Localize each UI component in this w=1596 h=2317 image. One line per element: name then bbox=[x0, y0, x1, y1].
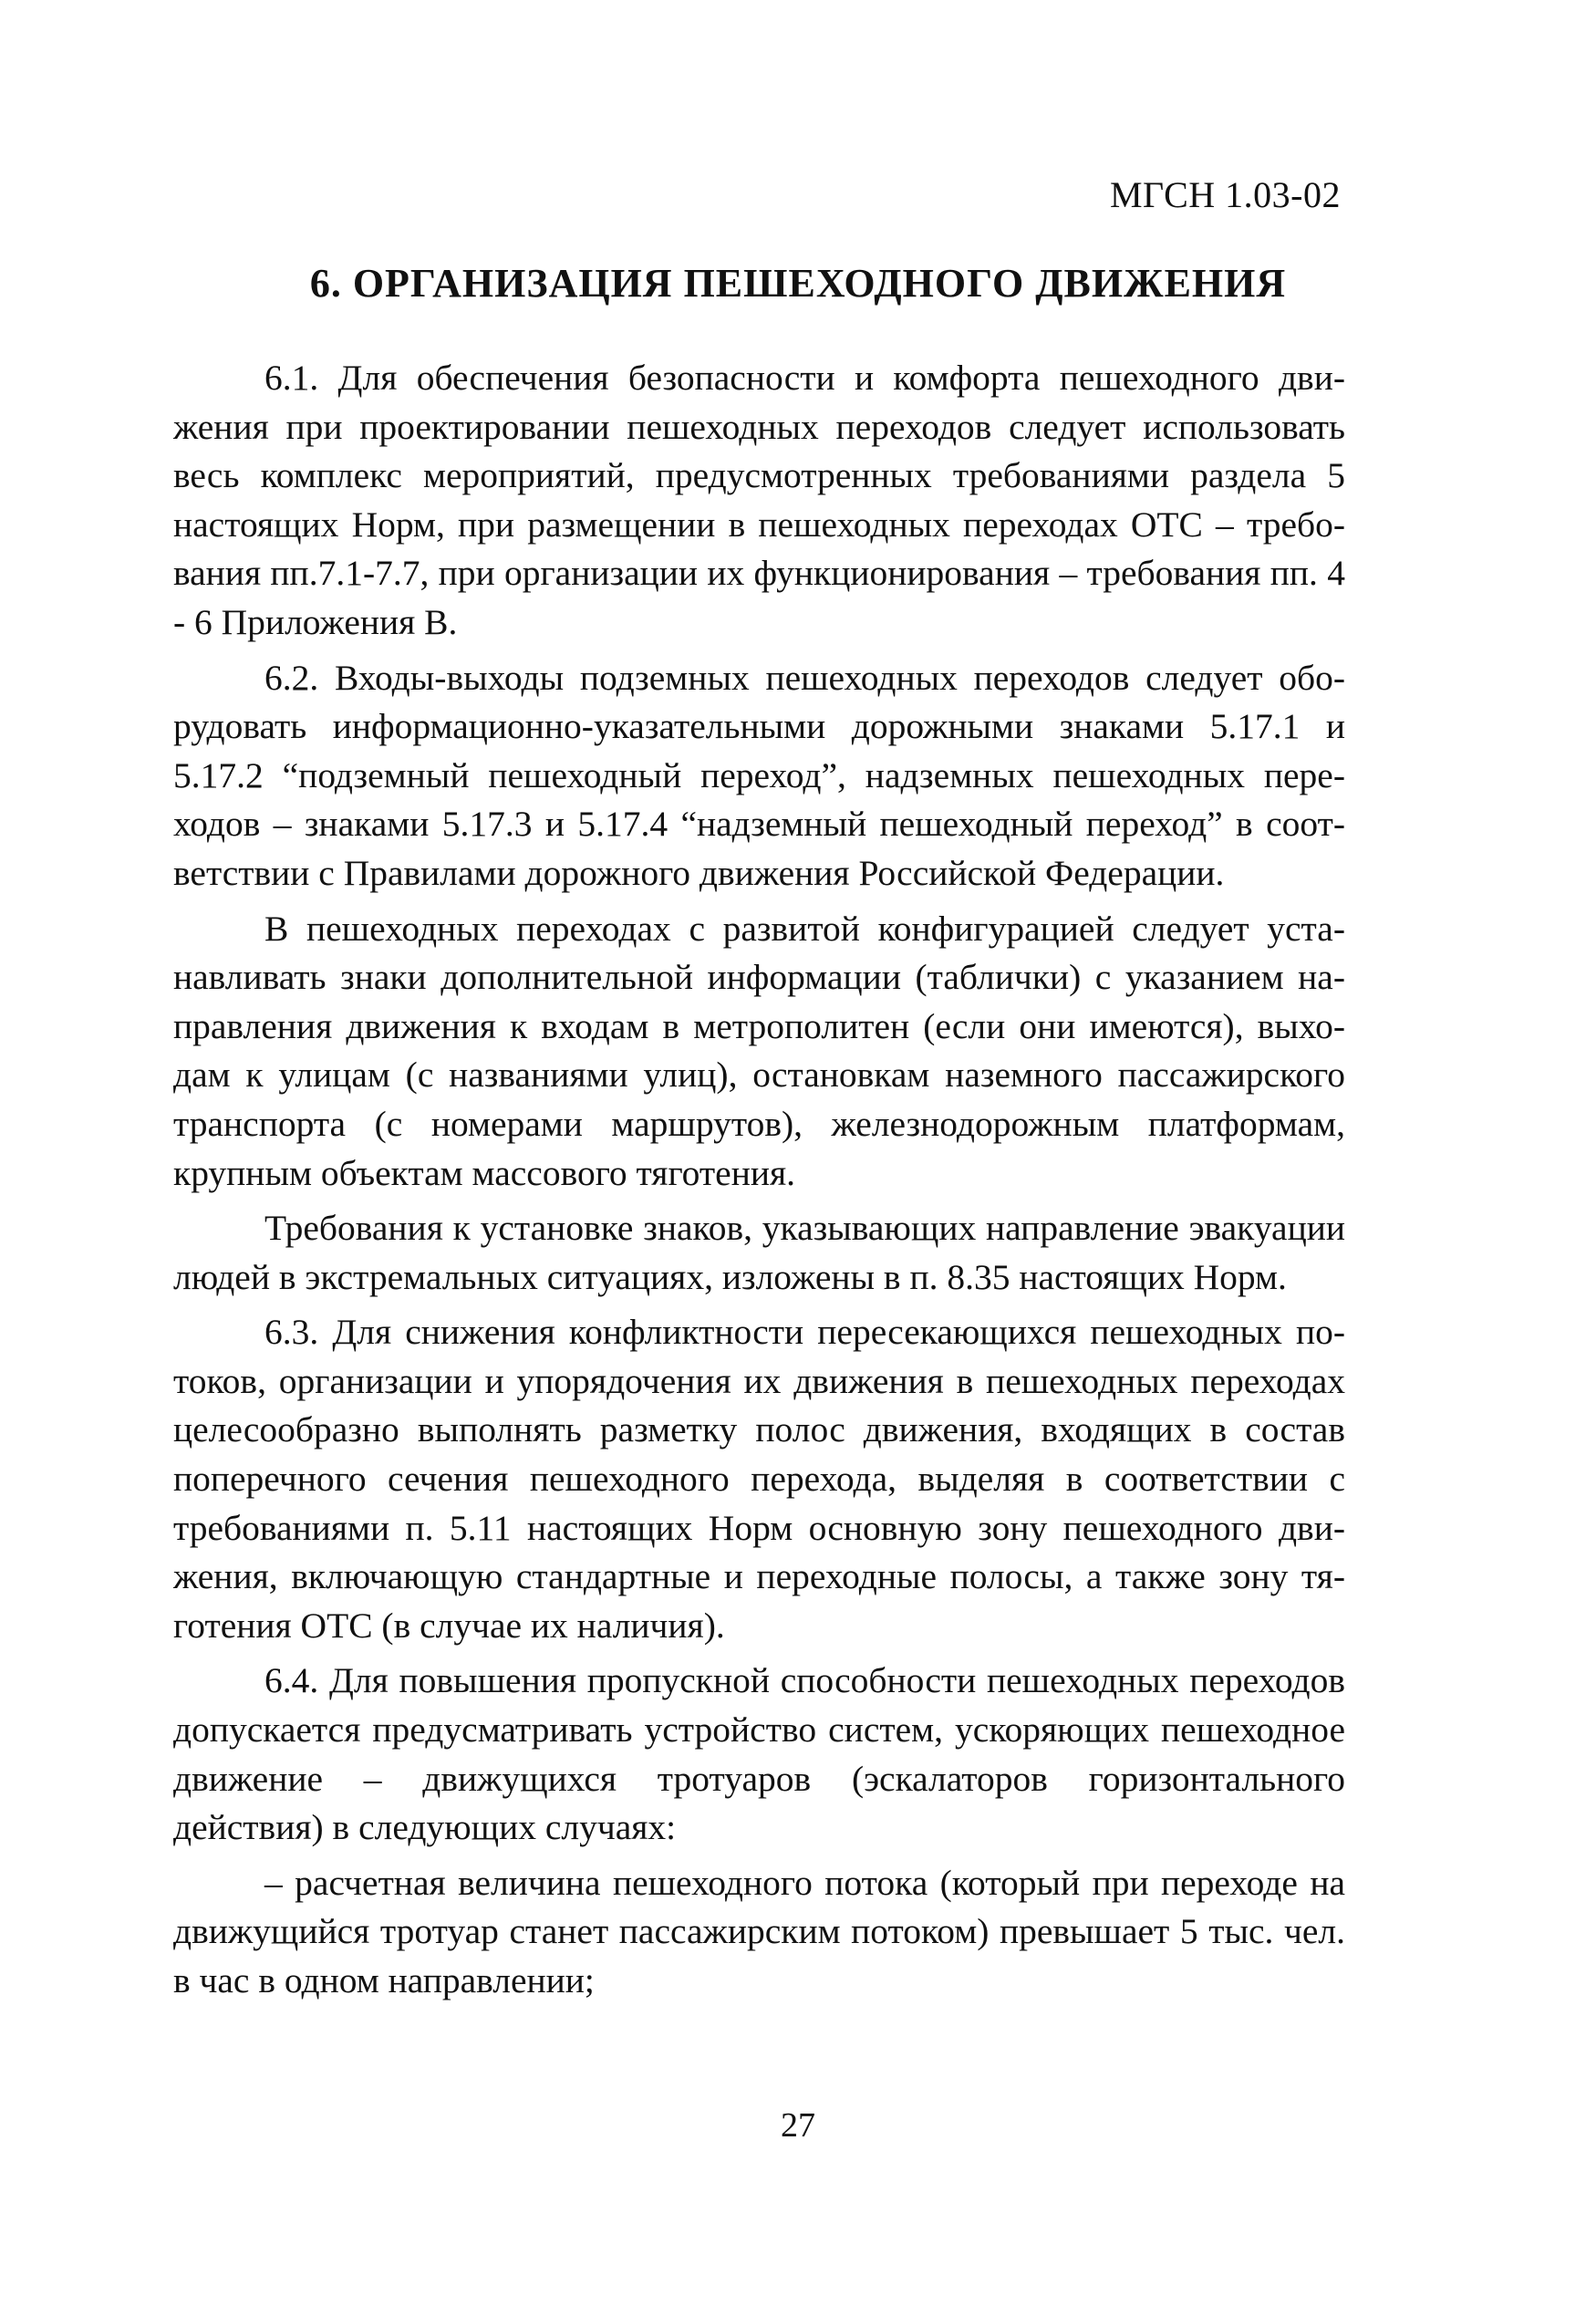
paragraph-6-2: 6.2. Входы-выходы подземных пешеходных переходов следует оборудовать информационно-указательными дорожными знаками 5.17.1 и 5.17.2 “подземный пешеходный переход”, надземных пешеходных переходов – знаками 5.17.3 и 5.17.4 “надземный пешеходный переход” в соответствии с Правилами дорожного движения Российской Федерации. bbox=[173, 657, 1345, 893]
paragraph-6-4: 6.4. Для повышения пропускной способности пешеходных переходов допускается предусматривать устройство систем, ускоряющих пешеходное движение – движущихся тротуаров (эскалаторов горизонтального действия) в следующих случаях: bbox=[173, 1660, 1345, 1848]
paragraph-signs-info: В пешеходных переходах с развитой конфигурацией следует устанавливать знаки дополнительной информации (таблички) с указанием направления движения к входам в метрополитен (если они имеются), выходам к улицам (с названиями улиц), остановкам наземного пассажирского транспорта (с номерами маршрутов), железнодорожным платформам, крупным объектам массового тяготения. bbox=[173, 908, 1345, 1193]
section-title: 6. ОРГАНИЗАЦИЯ ПЕШЕХОДНОГО ДВИЖЕНИЯ bbox=[309, 261, 1287, 306]
page-number: 27 bbox=[781, 2106, 815, 2145]
document-code: МГСН 1.03-02 bbox=[1109, 174, 1341, 215]
paragraph-evacuation-signs: Требования к установке знаков, указывающих направление эвакуации людей в экстремальных ситуациях, изложены в п. 8.35 настоящих Норм. bbox=[173, 1208, 1345, 1297]
paragraph-6-1: 6.1. Для обеспечения безопасности и комфорта пешеходного движения при проектировании пешеходных переходов следует использовать весь комплекс мероприятий, предусмотренных требованиями раздела 5 настоящих Норм, при размещении в пешеходных переходах ОТС – требования пп.7.1-7.7, при организации их функционирования – требования пп. 4 - 6 Приложения В. bbox=[173, 358, 1345, 642]
paragraph-6-3: 6.3. Для снижения конфликтности пересекающихся пешеходных потоков, организации и упорядочения их движения в пешеходных переходах целесообразно выполнять разметку полос движения, входящих в состав поперечного сечения пешеходного перехода, выделяя в соответствии с требованиями п. 5.11 настоящих Норм основную зону пешеходного движения, включающую стандартные и переходные полосы, а также зону тяготения ОТС (в случае их наличия). bbox=[173, 1312, 1345, 1646]
body-text bbox=[173, 354, 1345, 2006]
list-item-pedestrian-flow: – расчетная величина пешеходного потока (который при переходе на движущийся тротуар станет пассажирским потоком) превышает 5 тыс. чел. в час в одном направлении; bbox=[173, 1862, 1345, 2000]
